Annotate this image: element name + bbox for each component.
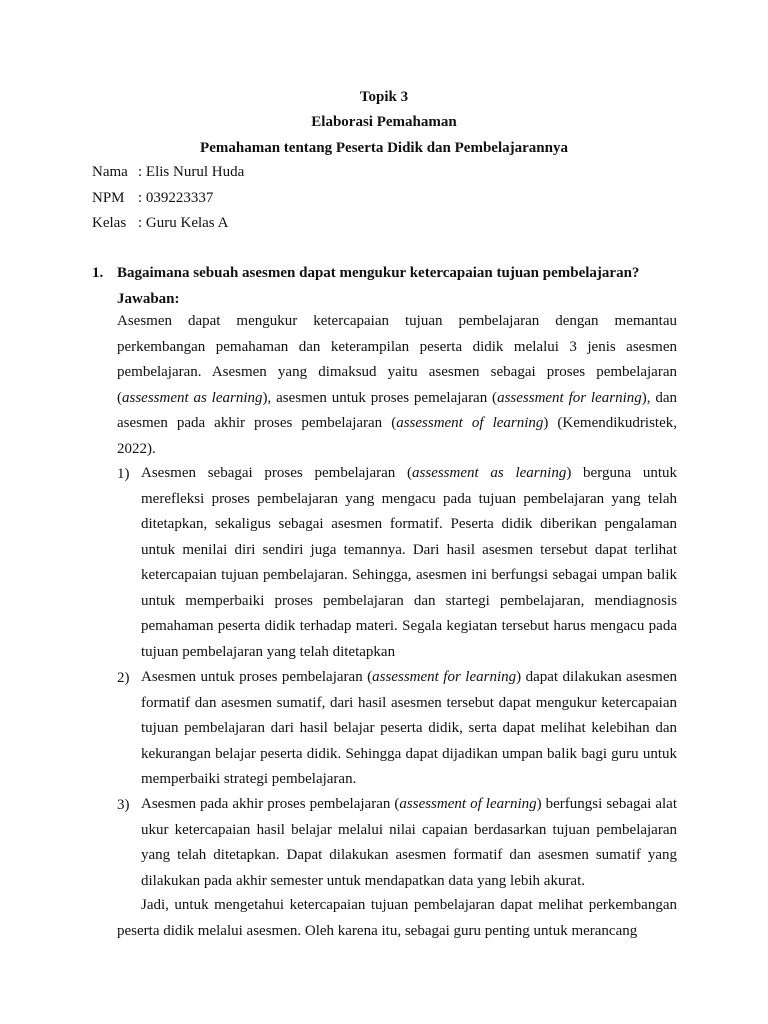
list-item-number: 1) — [117, 466, 130, 482]
list-item-number: 2) — [117, 670, 130, 686]
name-value: : Elis Nurul Huda — [138, 164, 245, 180]
closing-paragraph: Jadi, untuk mengetahui ketercapaian tujuan pembelajaran dapat melihat perkembangan peserta didik melalui asesmen. Oleh karena itu, sebagai guru penting untuk merancang — [117, 897, 677, 939]
list-item: Asesmen sebagai proses pembelajaran (assessment as learning) berguna untuk merefleksi proses pembelajaran yang mengacu pada tujuan pembelajaran yang telah ditetapkan, sekaligus sebagai asesmen formatif. Peserta didik diberikan pengalaman untuk menilai diri sendiri juga temannya. Dari hasil asesmen tersebut dapat terlihat ketercapaian tujuan pembelajaran. Sehingga, asesmen ini berfungsi sebagai umpan balik untuk memperbaiki proses pembelajaran dan startegi pembelajaran, mendiagnosis pemahaman peserta didik terhadap materi. Segala kegiatan tersebut harus mengacu pada tujuan pembelajaran yang telah ditetapkan — [141, 465, 677, 660]
term-for-learning: assessment for learning — [497, 389, 642, 406]
answer-intro: Asesmen dapat mengukur ketercapaian tujuan pembelajaran dengan memantau perkembangan pemahaman dan keterampilan peserta didik melalui 3 jenis asesmen pembelajaran. Asesmen yang dimaksud yaitu asesmen sebagai proses pembelajaran (assessment as learning), asesmen untuk proses pemelajaran (assessment for learning), dan asesmen pada akhir proses pembelajaran (assessment of learning) (Kemendikudristek, 2022). — [117, 313, 677, 457]
subtitle-heading: Elaborasi Pemahaman — [311, 114, 457, 130]
topic-heading: Topik 3 — [359, 89, 409, 105]
npm-label: NPM — [92, 190, 125, 206]
term-as-learning: assessment as learning — [122, 389, 263, 406]
question-text: Bagaimana sebuah asesmen dapat mengukur ketercapaian tujuan pembelajaran? — [117, 265, 640, 281]
class-label: Kelas — [92, 215, 127, 231]
answer-label: Jawaban: — [117, 291, 180, 307]
list-item: Asesmen pada akhir proses pembelajaran (assessment of learning) berfungsi sebagai alat ukur ketercapaian hasil belajar melalui nilai capaian berdasarkan tujuan pembelajaran yang telah ditetapkan. Dapat dilakukan asesmen formatif dan asesmen sumatif yang dilakukan pada akhir semester untuk mendapatkan data yang lebih akurat. — [141, 796, 677, 889]
list-item: Asesmen untuk proses pembelajaran (assessment for learning) dapat dilakukan asesmen formatif dan asesmen sumatif, dari hasil asesmen tersebut dapat mengukur ketercapaian tujuan pembelajaran dari hasil belajar peserta didik, serta dapat melihat kelebihan dan kekurangan belajar peserta didik. Sehingga dapat dijadikan umpan balik bagi guru untuk memperbaiki strategi pembelajaran. — [141, 669, 677, 787]
npm-value: : 039223337 — [138, 190, 214, 206]
class-value: : Guru Kelas A — [138, 215, 229, 231]
page-title: Pemahaman tentang Peserta Didik dan Pembelajarannya — [200, 140, 568, 156]
name-label: Nama — [92, 164, 128, 180]
question-number: 1. — [92, 265, 104, 281]
list-item-number: 3) — [117, 797, 130, 813]
term-of-learning: assessment of learning — [396, 415, 544, 431]
